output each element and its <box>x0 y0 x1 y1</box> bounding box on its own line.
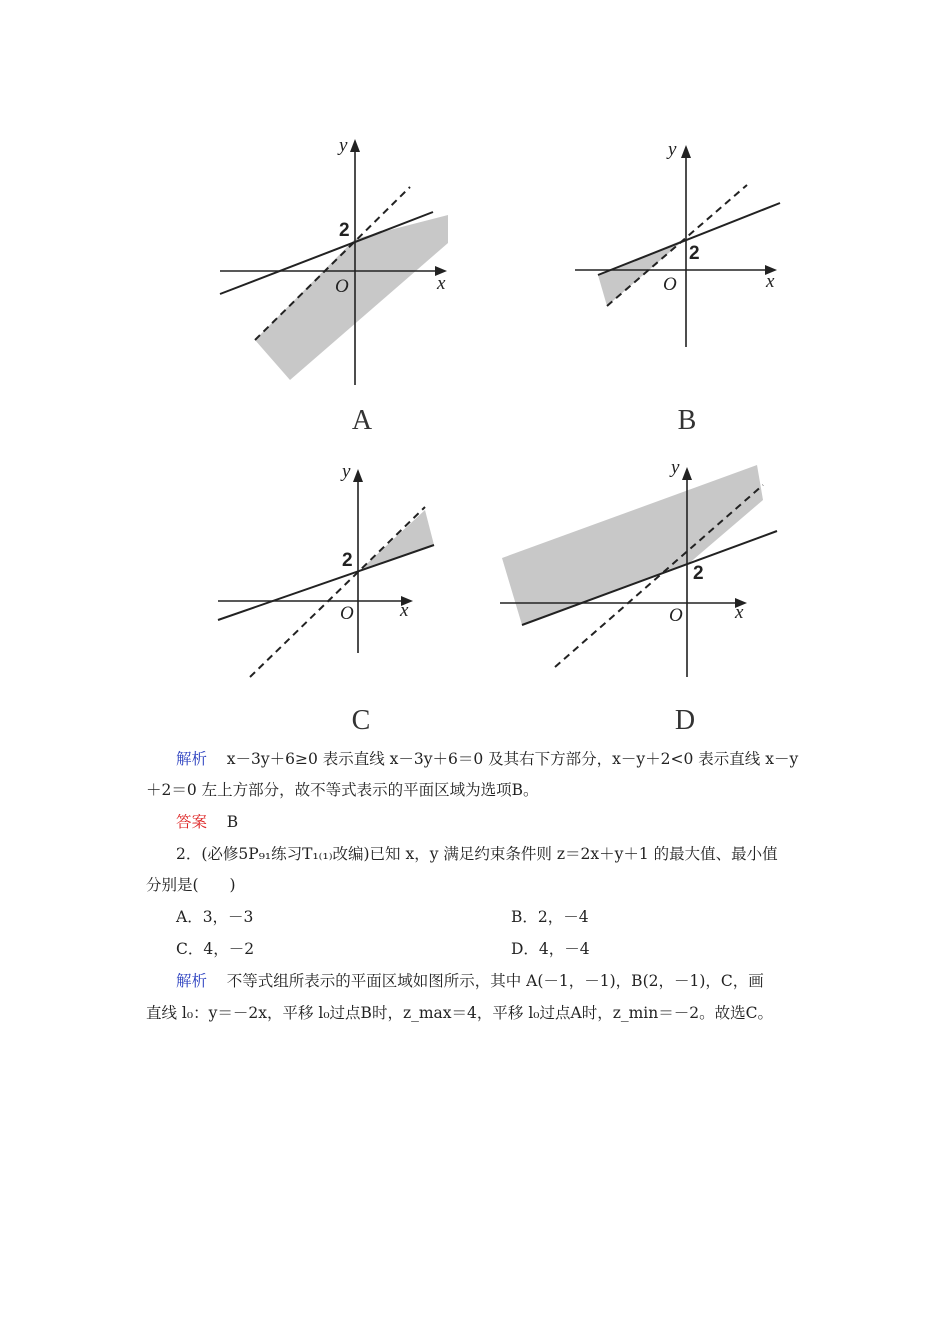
figure-b-graph <box>565 125 795 395</box>
tick-label: 2 <box>342 550 353 571</box>
answer-value: B <box>226 813 239 831</box>
analysis2-line1 <box>176 970 850 992</box>
origin-label: O <box>663 274 677 295</box>
tick-label: 2 <box>693 563 704 584</box>
answer-label: 答案 <box>176 813 208 831</box>
option-d: D．4，－4 <box>511 940 590 958</box>
analysis-label: 解析 <box>176 750 208 768</box>
analysis1-line1 <box>176 748 850 770</box>
analysis-text: x－3y＋6≥0 表示直线 x－3y＋6＝0 及其右下方部分，x－y＋2<0 表示直线 x－y <box>226 750 799 768</box>
origin-label: O <box>335 276 349 297</box>
analysis-text: 不等式组所表示的平面区域如图所示，其中 A(－1，－1)，B(2，－1)，C，画 <box>226 972 764 990</box>
figure-d <box>495 455 785 690</box>
analysis2-line2: 直线 l₀：y＝－2x，平移 l₀过点B时，z_max＝4，平移 l₀过点A时，z_min＝－2。故选C。 <box>146 1004 773 1022</box>
axis-x-label: x <box>437 273 446 294</box>
figure-d-letter: D <box>674 705 696 736</box>
question2-line2: 分别是( ) <box>146 876 236 894</box>
figure-b <box>565 125 795 395</box>
option-a: A．3，－3 <box>176 908 254 926</box>
axis-x-label: x <box>735 602 744 623</box>
shaded-region <box>358 510 434 572</box>
dashed-line <box>250 507 425 677</box>
axis-y-label: y <box>339 135 348 156</box>
tick-label: 2 <box>689 243 700 264</box>
axis-y-label: y <box>668 139 677 160</box>
tick-label: 2 <box>339 220 350 241</box>
figure-c-letter: C <box>351 705 371 736</box>
figure-d-graph <box>495 455 785 690</box>
option-c: C．4，－2 <box>176 940 255 958</box>
shaded-region <box>502 465 763 625</box>
analysis1-line2: ＋2＝0 左上方部分，故不等式表示的平面区域为选项B。 <box>146 781 539 799</box>
figure-a <box>215 125 460 395</box>
origin-label: O <box>340 603 354 624</box>
y-axis-arrow <box>350 139 360 152</box>
origin-label: O <box>669 605 683 626</box>
option-b: B．2，－4 <box>511 908 589 926</box>
figure-a-letter: A <box>351 405 373 436</box>
shaded-region <box>255 215 448 380</box>
axis-y-label: y <box>342 461 351 482</box>
analysis-label: 解析 <box>176 972 208 990</box>
axis-y-label: y <box>671 457 680 478</box>
figure-c <box>210 455 450 690</box>
axis-x-label: x <box>400 600 409 621</box>
y-axis-arrow <box>353 469 363 482</box>
axis-x-label: x <box>766 271 775 292</box>
y-axis-arrow <box>682 467 692 480</box>
figure-c-graph <box>210 455 450 690</box>
question2-line1: 2．(必修5P₉₁练习T₁₍₁₎改编)已知 x，y 满足约束条件则 z＝2x＋y＋1 的最大值、最小值 <box>176 845 778 863</box>
figure-b-letter: B <box>677 405 697 436</box>
solid-line <box>598 203 780 275</box>
figure-a-graph <box>215 125 460 395</box>
answer1 <box>176 811 850 833</box>
y-axis-arrow <box>681 145 691 158</box>
